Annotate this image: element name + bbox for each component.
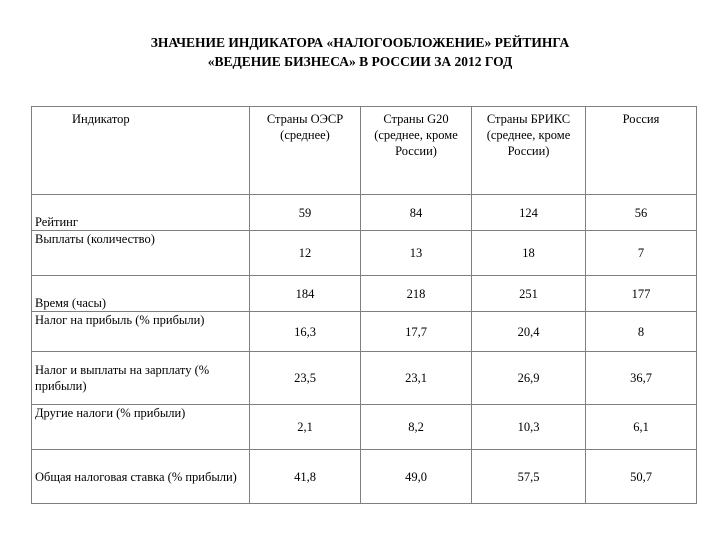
- cell-g20: 49,0: [361, 450, 472, 504]
- cell-russia: 6,1: [586, 405, 697, 450]
- header-oecd: Страны ОЭСР (среднее): [250, 107, 361, 195]
- cell-brics: 20,4: [472, 312, 586, 352]
- cell-russia: 36,7: [586, 352, 697, 405]
- table-row: [32, 352, 697, 405]
- page-title: [0, 33, 720, 71]
- header-indicator: Индикатор: [32, 107, 250, 195]
- header-row: [32, 107, 697, 195]
- cell-oecd: 2,1: [250, 405, 361, 450]
- cell-brics: 18: [472, 231, 586, 276]
- cell-brics: 10,3: [472, 405, 586, 450]
- table-row: [32, 276, 697, 312]
- table-row: [32, 231, 697, 276]
- table-row: [32, 312, 697, 352]
- cell-brics: 124: [472, 195, 586, 231]
- row-label: Налог на прибыль (% прибыли): [32, 312, 250, 352]
- row-label: Другие налоги (% прибыли): [32, 405, 250, 450]
- title-line-2: «ВЕДЕНИЕ БИЗНЕСА» В РОССИИ ЗА 2012 ГОД: [207, 54, 513, 69]
- cell-g20: 84: [361, 195, 472, 231]
- cell-russia: 56: [586, 195, 697, 231]
- cell-oecd: 184: [250, 276, 361, 312]
- tax-indicator-table: [31, 106, 697, 504]
- cell-oecd: 41,8: [250, 450, 361, 504]
- row-label: Налог и выплаты на зарплату (% прибыли): [32, 352, 250, 405]
- row-label: Общая налоговая ставка (% прибыли): [32, 450, 250, 504]
- cell-brics: 57,5: [472, 450, 586, 504]
- cell-g20: 218: [361, 276, 472, 312]
- header-brics: Страны БРИКС (среднее, кроме России): [472, 107, 586, 195]
- table-row: [32, 195, 697, 231]
- cell-g20: 23,1: [361, 352, 472, 405]
- cell-g20: 17,7: [361, 312, 472, 352]
- row-label: Рейтинг: [32, 195, 250, 231]
- cell-g20: 8,2: [361, 405, 472, 450]
- cell-oecd: 16,3: [250, 312, 361, 352]
- cell-brics: 26,9: [472, 352, 586, 405]
- table-row: [32, 450, 697, 504]
- header-g20: Страны G20 (среднее, кроме России): [361, 107, 472, 195]
- row-label: Выплаты (количество): [32, 231, 250, 276]
- cell-oecd: 23,5: [250, 352, 361, 405]
- cell-russia: 7: [586, 231, 697, 276]
- row-label: Время (часы): [32, 276, 250, 312]
- table-row: [32, 405, 697, 450]
- header-russia: Россия: [586, 107, 697, 195]
- cell-russia: 8: [586, 312, 697, 352]
- cell-oecd: 12: [250, 231, 361, 276]
- cell-oecd: 59: [250, 195, 361, 231]
- cell-brics: 251: [472, 276, 586, 312]
- cell-g20: 13: [361, 231, 472, 276]
- cell-russia: 177: [586, 276, 697, 312]
- cell-russia: 50,7: [586, 450, 697, 504]
- title-line-1: ЗНАЧЕНИЕ ИНДИКАТОРА «НАЛОГООБЛОЖЕНИЕ» РЕЙТИНГА: [150, 35, 570, 50]
